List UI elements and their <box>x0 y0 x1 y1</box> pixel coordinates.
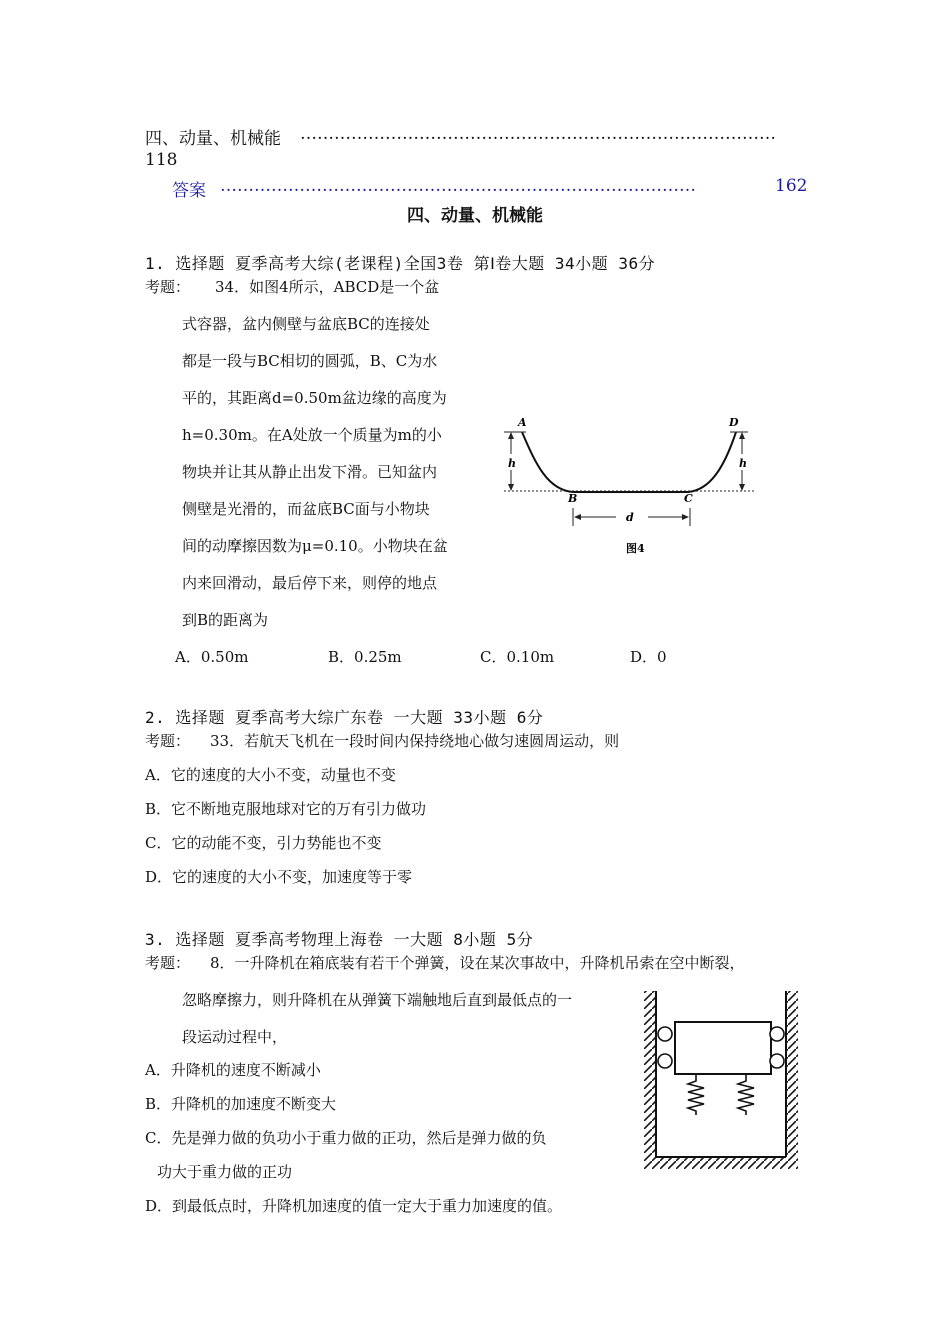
q1-line-6: 物块并让其从静止出发下滑。已知盆内 <box>182 463 438 481</box>
right-wall-hatching <box>786 991 798 1157</box>
left-wall-hatching <box>644 991 656 1157</box>
d-arrowhead-right <box>682 514 689 520</box>
h-right-arrowhead-down <box>739 484 745 491</box>
q1-label: 考题： <box>145 278 191 296</box>
q3-option-d: D．到最低点时，升降机加速度的值一定大于重力加速度的值。 <box>145 1197 563 1215</box>
d-label: d <box>626 511 634 524</box>
basin-curve <box>522 432 736 492</box>
q3-stem-line-3: 段运动过程中， <box>182 1028 288 1046</box>
ground-hatching <box>644 1157 798 1169</box>
q3-option-c-line-2: 功大于重力做的正功 <box>157 1163 293 1181</box>
elevator-figure <box>636 985 806 1175</box>
q1-option-a: A．0.50m <box>175 648 249 666</box>
toc-entry-2-page[interactable]: 162 <box>775 176 808 196</box>
q2-option-d: D．它的速度的大小不变，加速度等于零 <box>145 868 413 886</box>
h-left-arrowhead-up <box>508 432 514 439</box>
q1-line-9: 内来回滑动，最后停下来，则停的地点 <box>182 574 438 592</box>
point-c-label: C <box>684 492 693 505</box>
q2-header: 2. 选择题 夏季高考大综广东卷 一大题 33小题 6分 <box>145 708 544 727</box>
q2-label: 考题： <box>145 732 191 750</box>
q3-label: 考题： <box>145 954 191 972</box>
basin-figure <box>498 410 763 560</box>
toc-entry-1-leader: ………………………………………………………………………… <box>300 124 776 144</box>
q3-stem-line-2: 忽略摩擦力，则升降机在从弹簧下端触地后直到最低点的一 <box>182 991 573 1009</box>
q1-line-5: h=0.30m。在A处放一个质量为m的小 <box>182 426 442 444</box>
h-right-arrowhead-up <box>739 432 745 439</box>
q1-option-b: B．0.25m <box>328 648 402 666</box>
q2-option-c: C．它的动能不变，引力势能也不变 <box>145 834 382 852</box>
wheel-left-bottom <box>658 1054 672 1068</box>
q1-line-4: 平的，其距离d=0.50m盆边缘的高度为 <box>182 389 447 407</box>
q3-option-c-line-1: C．先是弹力做的负功小于重力做的正功，然后是弹力做的负 <box>145 1129 547 1147</box>
point-a-label: A <box>518 416 527 429</box>
q1-option-d: D．0 <box>630 648 667 666</box>
spring-left <box>688 1074 704 1115</box>
h-right-label: h <box>739 457 747 470</box>
q3-option-a: A．升降机的速度不断减小 <box>145 1061 321 1079</box>
q3-header: 3. 选择题 夏季高考物理上海卷 一大题 8小题 5分 <box>145 930 534 949</box>
section-title: 四、动量、机械能 <box>407 206 543 226</box>
wheel-left-top <box>658 1027 672 1041</box>
q2-option-a: A．它的速度的大小不变，动量也不变 <box>145 766 396 784</box>
h-left-label: h <box>508 457 516 470</box>
d-arrowhead-left <box>574 514 581 520</box>
q1-line-3: 都是一段与BC相切的圆弧，B、C为水 <box>182 352 438 370</box>
q2-option-b: B．它不断地克服地球对它的万有引力做功 <box>145 800 427 818</box>
q1-line-10: 到B的距离为 <box>182 611 269 629</box>
wheel-right-bottom <box>770 1054 784 1068</box>
figure-caption: 图4 <box>626 542 645 555</box>
toc-entry-2-leader: ………………………………………………………………………… <box>220 176 696 196</box>
point-d-label: D <box>729 416 739 429</box>
q1-line-7: 侧壁是光滑的，而盆底BC面与小物块 <box>182 500 430 518</box>
elevator-box <box>675 1022 771 1074</box>
q1-option-c: C．0.10m <box>480 648 555 666</box>
h-left-arrowhead-down <box>508 484 514 491</box>
point-b-label: B <box>568 492 578 505</box>
q1-line-8: 间的动摩擦因数为μ=0.10。小物块在盆 <box>182 537 448 555</box>
q3-option-b: B．升降机的加速度不断变大 <box>145 1095 337 1113</box>
spring-right <box>738 1074 754 1115</box>
q2-stem: 33．若航天飞机在一段时间内保持绕地心做匀速圆周运动，则 <box>210 732 620 750</box>
toc-entry-1-page[interactable]: 118 <box>145 150 178 170</box>
toc-entry-2-title[interactable]: 答案 <box>172 181 206 201</box>
q1-line-2: 式容器，盆内侧壁与盆底BC的连接处 <box>182 315 430 333</box>
q1-line-1: 34．如图4所示，ABCD是一个盆 <box>215 278 440 296</box>
wheel-right-top <box>770 1027 784 1041</box>
q3-stem-line-1: 8．一升降机在箱底装有若干个弹簧，设在某次事故中，升降机吊索在空中断裂， <box>210 954 745 972</box>
q1-header: 1. 选择题 夏季高考大综(老课程)全国3卷 第Ⅰ卷大题 34小题 36分 <box>145 254 656 273</box>
toc-entry-1-title[interactable]: 四、动量、机械能 <box>145 129 281 149</box>
